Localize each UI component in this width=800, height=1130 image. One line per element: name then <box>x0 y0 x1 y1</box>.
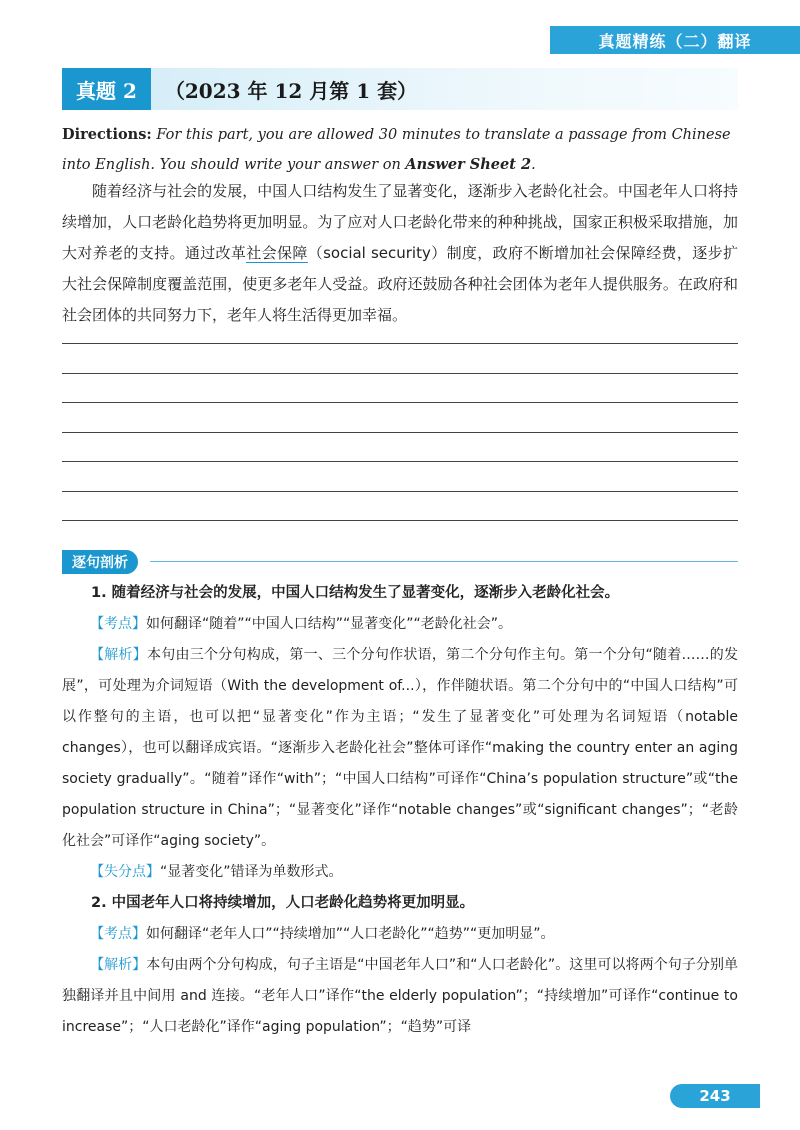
directions-label: Directions: <box>62 126 152 143</box>
shifen-tag: 【失分点】 <box>90 864 160 880</box>
kaodian-tag: 【考点】 <box>90 616 146 632</box>
directions-paragraph <box>62 120 738 180</box>
jiexi-text: 本句由两个分句构成，句子主语是“中国老年人口”和“人口老龄化”。这里可以将两个句子分别单独翻译并且中间用 and 连接。“老年人口”译作“the elderly population”；“持续增加”可译作“continue to increase”；“人口老龄化”译作“aging population”；“趋势”可译 <box>62 957 739 1035</box>
kaodian-text: 如何翻译“老年人口”“持续增加”“人口老龄化”“趋势”“更加明显”。 <box>146 926 555 942</box>
answer-line <box>62 520 738 521</box>
passage-text-2: （social security）制度，政府不断增加社会保障经费，逐步扩大社会保障制度覆盖范围，使更多老年人受益。政府还鼓励各种社会团体为老年人提供服务。在政府和社会团体的共同努力下，老年人将生活得更加幸福。 <box>62 244 738 324</box>
kaodian-tag: 【考点】 <box>90 926 146 942</box>
answer-line <box>62 432 738 433</box>
analysis-section-badge: 逐句剖析 <box>62 550 138 574</box>
directions-end: . <box>531 157 536 173</box>
page-number: 243 <box>670 1084 760 1108</box>
jiexi-tag: 【解析】 <box>90 957 147 973</box>
section-divider <box>150 561 738 562</box>
analysis-content <box>62 578 738 1043</box>
answer-line <box>62 461 738 462</box>
passage-text-1: 随着经济与社会的发展，中国人口结构发生了显著变化，逐渐步入老龄化社会。中国老年人口将持续增加，人口老龄化趋势将更加明显。为了应对人口老龄化带来的种种挑战，国家正积极采取措施，加大对养老的支持。通过改革 <box>62 182 738 262</box>
directions-text: For this part, you are allowed 30 minutes to translate a passage from Chinese into English. You should write your answer on <box>62 127 731 173</box>
sentence-2-heading: 2. 中国老年人口将持续增加，人口老龄化趋势将更加明显。 <box>91 895 475 911</box>
passage-underlined-term: 社会保障 <box>246 244 308 262</box>
kaodian-text: 如何翻译“随着”“中国人口结构”“显著变化”“老龄化社会”。 <box>146 616 513 632</box>
sentence-1-jiexi <box>62 640 738 857</box>
problem-title <box>62 68 738 110</box>
answer-line <box>62 373 738 374</box>
answer-line <box>62 343 738 344</box>
sentence-1-kaodian <box>62 609 738 640</box>
problem-subtitle: （2023 年 12 月第 1 套） <box>151 68 738 110</box>
answer-lines <box>62 343 738 550</box>
answer-line <box>62 491 738 492</box>
sentence-2-jiexi <box>62 950 738 1043</box>
answer-line <box>62 402 738 403</box>
sentence-1-shifen <box>62 857 738 888</box>
chinese-passage <box>62 176 738 331</box>
problem-badge: 真题 2 <box>62 68 151 110</box>
section-header-tab: 真题精练（二）翻译 <box>550 26 800 54</box>
answer-sheet-label: Answer Sheet 2 <box>405 156 532 173</box>
jiexi-text: 本句由三个分句构成，第一、三个分句作状语，第二个分句作主句。第一个分句“随着……的发展”，可处理为介词短语（With the development of...），作伴随状语。第二个分句中的“中国人口结构”可以作整句的主语，也可以把“显著变化”作为主语；“发生了显著变化”可处理为名词短语（notable changes），也可以翻译成宾语。“逐渐步入老龄化社会”整体可译作“making the country enter an aging society gradually”。“随着”译作“with”；“中国人口结构”可译作“China’s population structure”或“the population structure in China”；“显著变化”译作“notable changes”或“significant changes”；“老龄化社会”可译作“aging society”。 <box>62 647 738 849</box>
sentence-1-heading: 1. 随着经济与社会的发展，中国人口结构发生了显著变化，逐渐步入老龄化社会。 <box>91 585 620 601</box>
sentence-2-kaodian <box>62 919 738 950</box>
jiexi-tag: 【解析】 <box>90 647 147 663</box>
shifen-text: “显著变化”错译为单数形式。 <box>160 864 343 880</box>
